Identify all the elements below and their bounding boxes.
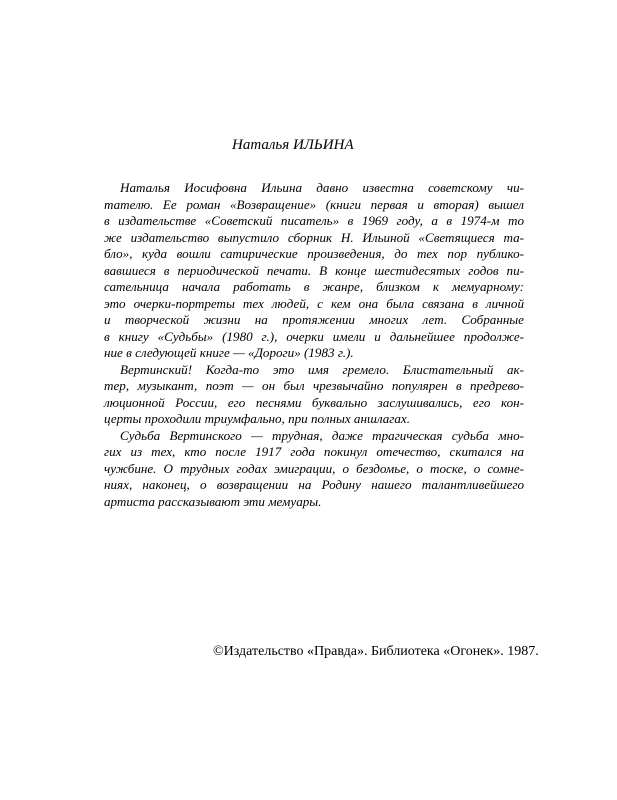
author-first-name: Наталья [232, 137, 290, 153]
annotation-line: сательница начала работать в жанре, близком к мемуарному: [104, 279, 524, 294]
author-name [232, 137, 354, 154]
annotation-line: в книгу «Судьбы» (1980 г.), очерки имели и дальнейшее продолже- [104, 328, 524, 344]
annotation-line: Наталья Иосифовна Ильина давно известна советскому чи- [120, 180, 524, 195]
copyright-notice: ©Издательство «Правда». Библиотека «Огонек». 1987. [213, 644, 539, 659]
annotation-line: и творческой жизни на протяжении многих лет. Собранные [104, 312, 524, 327]
annotation-line: вавшиеся в периодической печати. В конце шестидесятых годов пи- [104, 262, 524, 278]
annotation-line: это очерки-портреты тех людей, с кем она была связана в личной [104, 295, 524, 311]
annotation-line: тателю. Ее роман «Возвращение» (книги первая и вторая) вышел [104, 196, 524, 212]
annotation-line: тер, музыкант, поэт — он был чрезвычайно популярен в предрево- [104, 378, 524, 393]
annotation-line: бло», куда вошли сатирические произведения, до тех пор публико- [104, 246, 524, 261]
annotation-line: Вертинский! Когда-то это имя гремело. Блистательный ак- [120, 361, 524, 377]
author-last-name: ИЛЬИНА [292, 137, 354, 153]
annotation-line: ниях, наконец, о возвращении на Родину нашего талантливейшего [104, 477, 524, 492]
book-annotation [104, 180, 524, 510]
annotation-line: ние в следующей книге — «Дороги» (1983 г.). [104, 345, 354, 360]
annotation-line: в издательстве «Советский писатель» в 1969 году, а в 1974-м то [104, 213, 524, 228]
annotation-line: люционной России, его песнями буквально заслушивались, его кон- [104, 394, 524, 410]
annotation-line: Судьба Вертинского — трудная, даже трагическая судьба мно- [120, 427, 524, 443]
annotation-line: же издательство выпустило сборник Н. Ильиной «Светящиеся та- [104, 229, 524, 245]
annotation-line: гих из тех, кто после 1917 года покинул отечество, скитался на [104, 444, 524, 459]
annotation-line: чужбине. О трудных годах эмиграции, о бездомье, о тоске, о сомне- [104, 460, 524, 476]
annotation-line: артиста рассказывают эти мемуары. [104, 493, 322, 509]
annotation-line: церты проходили триумфально, при полных аншлагах. [104, 411, 411, 426]
